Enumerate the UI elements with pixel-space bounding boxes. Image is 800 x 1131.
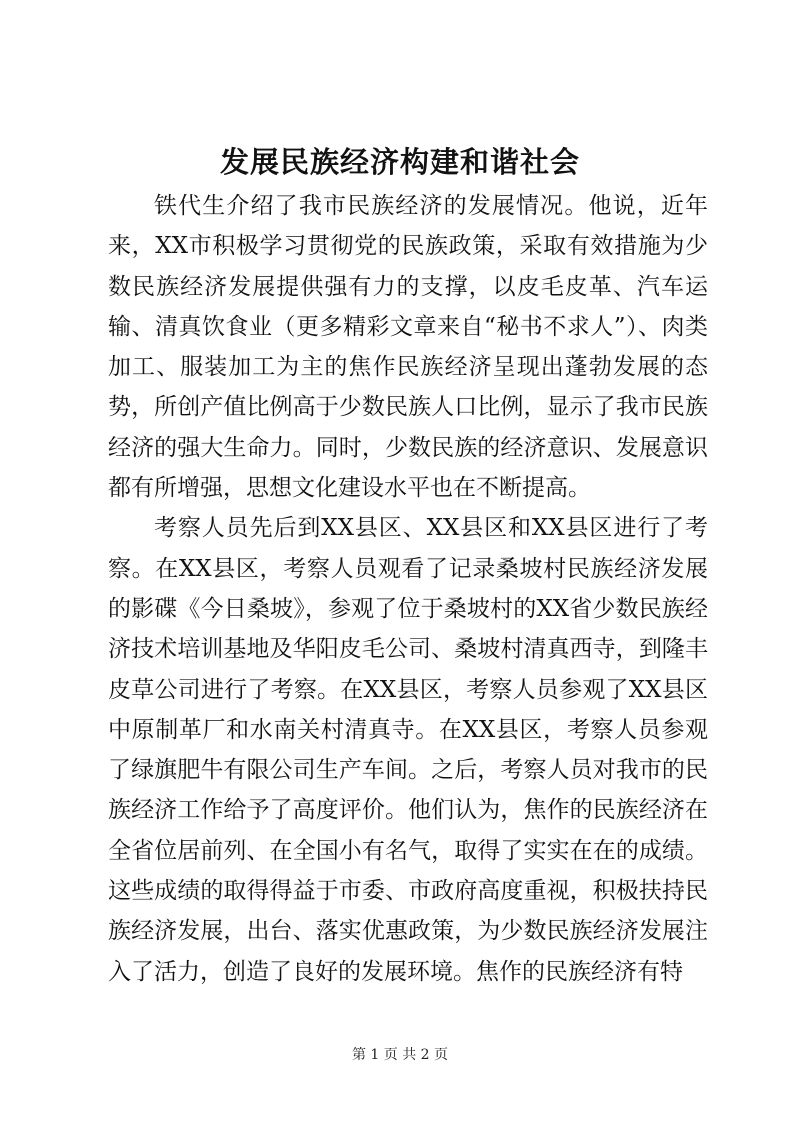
- paragraph-1: 铁代生介绍了我市民族经济的发展情况。他说，近年来，XX市积极学习贯彻党的民族政策，采取有效措施为少数民族经济发展提供强有力的支撑，以皮毛皮革、汽车运输、清真饮食业（更多精彩文章来自“秘书不求人”）、肉类加工、服装加工为主的焦作民族经济呈现出蓬勃发展的态势，所创产值比例高于少数民族人口比例，显示了我市民族经济的强大生命力。同时，少数民族的经济意识、发展意识都有所增强，思想文化建设水平也在不断提高。: [108, 193, 708, 502]
- document-body: [108, 186, 708, 992]
- paragraph-2: 考察人员先后到XX县区、XX县区和XX县区进行了考察。在XX县区，考察人员观看了记录桑坡村民族经济发展的影碟《今日桑坡》，参观了位于桑坡村的XX省少数民族经济技术培训基地及华阳皮毛公司、桑坡村清真西寺，到隆丰皮草公司进行了考察。在XX县区，考察人员参观了XX县区中原制革厂和水南关村清真寺。在XX县区，考察人员参观了绿旗肥牛有限公司生产车间。之后，考察人员对我市的民族经济工作给予了高度评价。他们认为，焦作的民族经济在全省位居前列、在全国小有名气，取得了实实在在的成绩。这些成绩的取得得益于市委、市政府高度重视，积极扶持民族经济发展，出台、落实优惠政策，为少数民族经济发展注入了活力，创造了良好的发展环境。焦作的民族经济有特: [108, 515, 708, 985]
- page-number-footer: 第 1 页 共 2 页: [351, 1047, 449, 1063]
- document-title: 发展民族经济构建和谐社会: [219, 145, 580, 179]
